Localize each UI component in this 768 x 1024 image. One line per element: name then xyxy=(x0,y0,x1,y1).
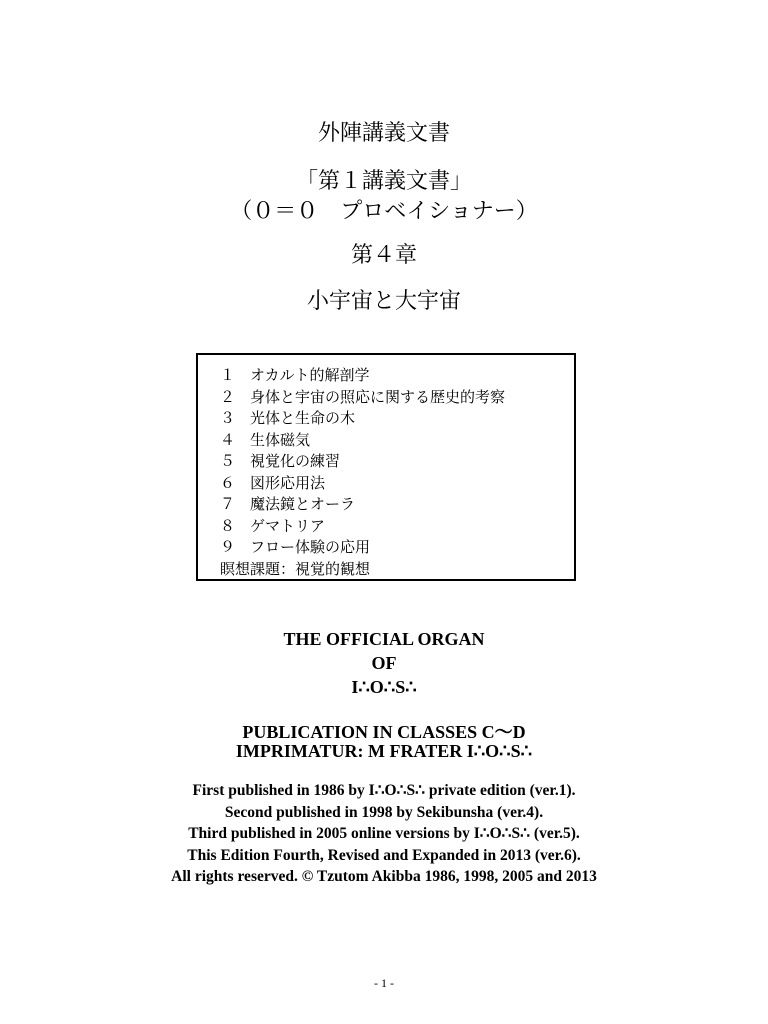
toc-item-number: ４ xyxy=(220,430,236,449)
page-number: - 1 - xyxy=(374,976,394,990)
toc-item xyxy=(220,451,574,473)
table-of-contents xyxy=(196,353,576,581)
toc-item-number: ９ xyxy=(220,538,236,556)
publication-history xyxy=(0,780,768,888)
toc-item xyxy=(220,430,574,452)
toc-footer: 瞑想課題：視覚的観想 xyxy=(220,559,371,578)
toc-item-label: フロー体験の応用 xyxy=(250,538,371,556)
chapter-title: 小宇宙と大宇宙 xyxy=(306,289,461,314)
chapter-heading: 第４章 xyxy=(350,243,417,268)
organ-heading: THE OFFICIAL ORGAN xyxy=(283,629,485,649)
toc-item-label: 生体磁気 xyxy=(250,430,311,449)
toc-item-label: オカルト的解剖学 xyxy=(250,366,370,384)
copyright-line: All rights reserved. © Tzutom Akibba 1986, 1998, 2005 and 2013 xyxy=(171,868,597,885)
history-line: This Edition Fourth, Revised and Expanded in 2013 (ver.6). xyxy=(187,846,581,864)
toc-item xyxy=(220,516,574,538)
toc-item-label: 光体と生命の木 xyxy=(250,409,356,427)
toc-item xyxy=(220,494,574,516)
toc-item-number: ５ xyxy=(220,452,236,470)
toc-item xyxy=(220,473,574,495)
toc-item xyxy=(220,387,574,409)
toc-item xyxy=(220,408,574,430)
toc-item-number: ６ xyxy=(220,473,236,492)
toc-item xyxy=(220,537,574,559)
toc-item-number: ２ xyxy=(220,387,236,406)
toc-item-number: １ xyxy=(220,366,236,384)
publication-classes: PUBLICATION IN CLASSES C〜D xyxy=(242,722,526,742)
imprimatur: IMPRIMATUR: M FRATER I∴O∴S∴ xyxy=(235,741,533,761)
organ-order: I∴O∴S∴ xyxy=(351,677,417,697)
toc-item xyxy=(220,365,574,387)
lecture-number: 「第１講義文書」 xyxy=(295,169,472,194)
toc-item-number: ８ xyxy=(220,516,236,535)
history-line: Third published in 2005 online versions by I∴O∴S∴ (ver.5). xyxy=(188,825,580,842)
toc-item-number: ７ xyxy=(220,495,236,513)
toc-item-label: ゲマトリア xyxy=(250,516,326,535)
toc-item-label: 身体と宇宙の照応に関する歴史的考察 xyxy=(250,387,506,406)
toc-item-label: 視覚化の練習 xyxy=(250,452,341,470)
history-line: First published in 1986 by I∴O∴S∴ private edition (ver.1). xyxy=(192,782,576,799)
organ-of: OF xyxy=(371,653,397,673)
toc-item-number: ３ xyxy=(220,409,236,427)
document-title: 外陣講義文書 xyxy=(317,121,450,146)
history-line: Second published in 1998 by Sekibunsha (ver.4). xyxy=(224,803,544,821)
grade-label: （０＝０ プロベイショナー） xyxy=(230,199,538,224)
toc-item-label: 図形応用法 xyxy=(250,473,326,492)
toc-item-label: 魔法鏡とオーラ xyxy=(250,495,356,513)
